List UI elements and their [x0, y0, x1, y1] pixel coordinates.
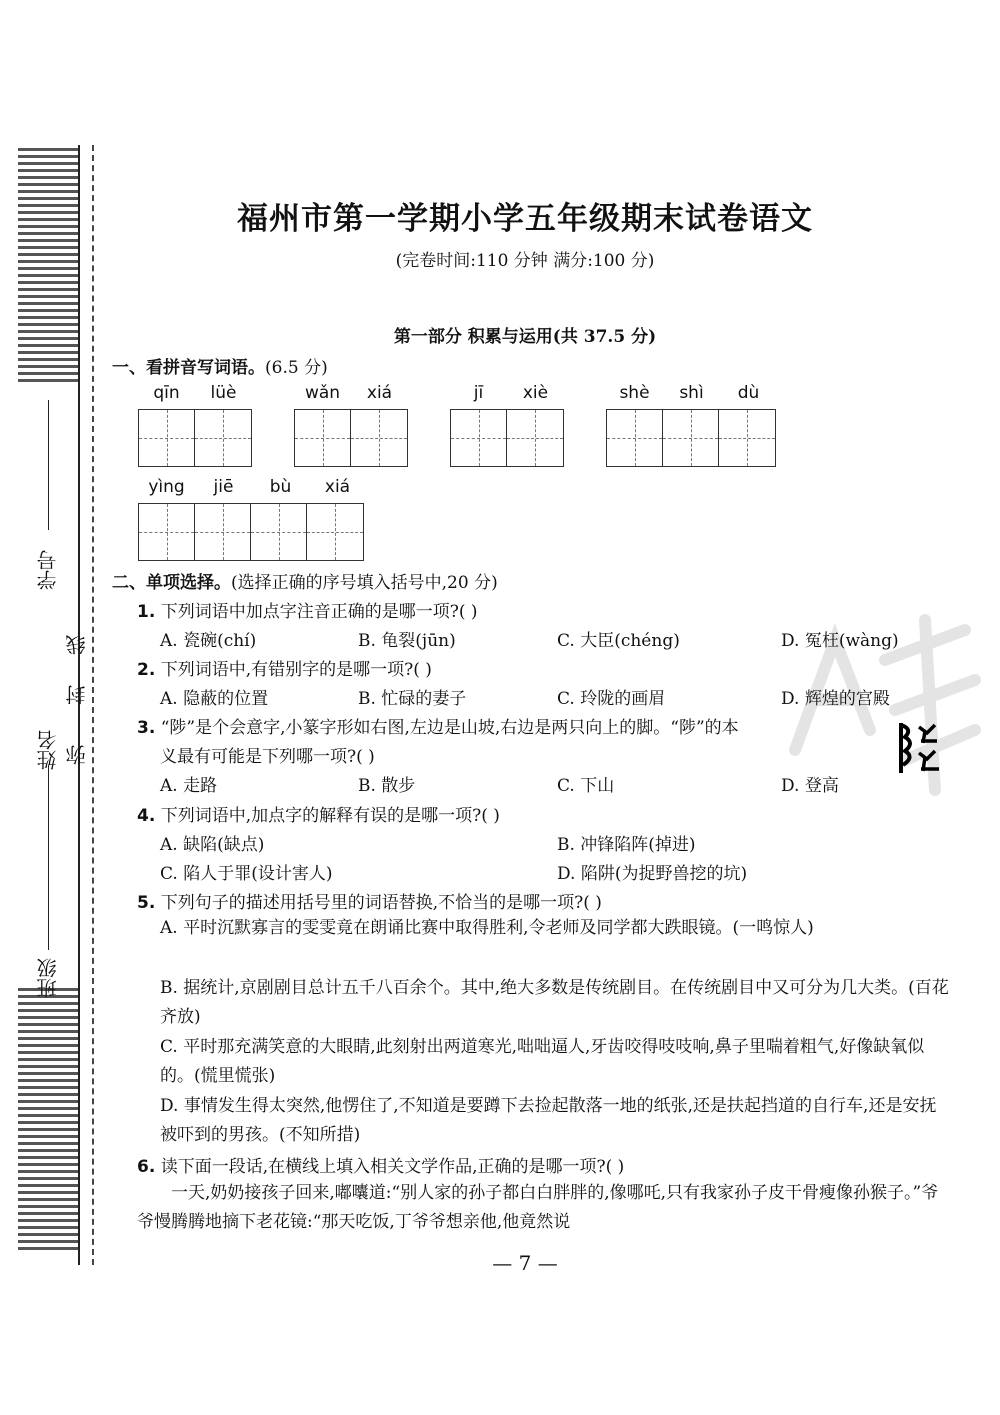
writing-boxes[interactable] [450, 409, 564, 467]
seal-script-glyph-icon [897, 719, 943, 777]
label-xian: 线 [65, 635, 89, 655]
exam-title: 福州市第一学期小学五年级期末试卷语文 [237, 201, 813, 237]
writing-boxes[interactable] [294, 409, 408, 467]
q3-option-c[interactable]: C. 下山 [557, 776, 615, 796]
q5-option-b[interactable]: B. 据统计,京剧剧目总计五千八百余个。其中,绝大多数是传统剧目。在传统剧目中又可分为几大类。(百花齐放) [160, 978, 949, 1027]
q1-option-d[interactable]: D. 冤枉(wàng) [781, 631, 899, 651]
pinyin: shè [619, 383, 650, 403]
q4-option-a[interactable]: A. 缺陷(缺点) [160, 835, 265, 855]
writing-boxes[interactable] [606, 409, 776, 467]
part-one-title: 第一部分 积累与运用(共 37.5 分) [393, 327, 657, 347]
q3-option-b[interactable]: B. 散步 [358, 776, 416, 796]
label-xingming: 姓名 [36, 730, 60, 770]
question-2: 2. 下列词语中,有错别字的是哪一项?( ) [137, 660, 432, 680]
q5-option-c[interactable]: C. 平时那充满笑意的大眼睛,此刻射出两道寒光,咄咄逼人,牙齿咬得吱吱响,鼻子里喘着粗气,好像缺氧似的。(慌里慌张) [160, 1037, 925, 1086]
margin-stripes-bottom [18, 988, 80, 1254]
pinyin: dù [737, 383, 760, 403]
question-4: 4. 下列词语中,加点字的解释有误的是哪一项?( ) [137, 806, 500, 826]
q2-option-c[interactable]: C. 玲陇的画眉 [557, 689, 666, 709]
label-banji: 班级 [36, 958, 60, 998]
writing-boxes[interactable] [138, 503, 364, 561]
pinyin: jiē [213, 477, 234, 497]
writing-boxes[interactable] [138, 409, 252, 467]
q2-option-b[interactable]: B. 忙碌的妻子 [358, 689, 467, 709]
pinyin-group-4 [606, 383, 777, 467]
pinyin: qīn [153, 383, 180, 403]
section1-heading: 一、看拼音写词语。(6.5 分) [112, 358, 328, 378]
q1-option-a[interactable]: A. 瓷碗(chí) [160, 631, 257, 651]
question-5: 5. 下列句子的描述用括号里的词语替换,不恰当的是哪一项?( ) [137, 893, 602, 913]
question-3-line2: 义最有可能是下列哪一项?( ) [160, 747, 375, 767]
q3-option-a[interactable]: A. 走路 [160, 776, 218, 796]
xuehao-underline [48, 400, 49, 530]
label-xuehao: 学号 [36, 550, 60, 590]
question-6: 6. 读下面一段话,在横线上填入相关文学作品,正确的是哪一项?( ) [137, 1157, 625, 1177]
q4-option-b[interactable]: B. 冲锋陷阵(掉进) [557, 835, 696, 855]
q6-passage: 一天,奶奶接孩子回来,嘟囔道:“别人家的孙子都白白胖胖的,像哪吒,只有我家孙子皮干骨瘦像孙猴子。”爷爷慢腾腾地摘下老花镜:“那天吃饭,丁爷爷想亲他,他竟然说 [137, 1183, 939, 1232]
pinyin-group-1 [138, 383, 252, 467]
q5-option-a[interactable]: A. 平时沉默寡言的雯雯竟在朗诵比赛中取得胜利,令老师及同学都大跌眼镜。(一鸣惊人) [160, 918, 814, 938]
pinyin-group-2 [294, 383, 408, 467]
q1-option-b[interactable]: B. 龟裂(jūn) [358, 631, 456, 651]
section2-heading: 二、单项选择。(选择正确的序号填入括号中,20 分) [112, 573, 498, 593]
page-number: — 7 — [492, 1251, 558, 1275]
q4-option-c[interactable]: C. 陷人于罪(设计害人) [160, 864, 333, 884]
banji-underline [48, 870, 49, 950]
label-mi: 弥 [65, 745, 89, 765]
pinyin-group-3 [450, 383, 564, 467]
pinyin: xiá [366, 383, 393, 403]
pinyin: lüè [210, 383, 237, 403]
q1-option-c[interactable]: C. 大臣(chéng) [557, 631, 680, 651]
q2-option-d[interactable]: D. 辉煌的宫殿 [781, 689, 890, 709]
pinyin: bù [269, 477, 292, 497]
pinyin: shì [679, 383, 704, 403]
cut-dashed-line [92, 145, 94, 1265]
exam-subtitle: (完卷时间:110 分钟 满分:100 分) [395, 251, 655, 271]
question-1: 1. 下列词语中加点字注音正确的是哪一项?( ) [137, 602, 478, 622]
q5-option-d[interactable]: D. 事情发生得太突然,他愣住了,不知道是要蹲下去捡起散落一地的纸张,还是扶起挡道的自行车,还是安抚被吓到的男孩。(不知所措) [160, 1096, 937, 1145]
question-3: 3. “陟”是个会意字,小篆字形如右图,左边是山坡,右边是两只向上的脚。“陟”的本 [137, 718, 739, 738]
label-feng: 封 [65, 685, 89, 705]
q3-option-d[interactable]: D. 登高 [781, 776, 839, 796]
pinyin: wǎn [304, 383, 341, 403]
pinyin: yìng [148, 477, 185, 497]
q4-option-d[interactable]: D. 陷阱(为捉野兽挖的坑) [557, 864, 748, 884]
q2-option-a[interactable]: A. 隐蔽的位置 [160, 689, 269, 709]
pinyin: xiá [324, 477, 351, 497]
pinyin: jī [473, 383, 484, 403]
pinyin: xiè [522, 383, 549, 403]
pinyin-group-5 [138, 477, 366, 561]
